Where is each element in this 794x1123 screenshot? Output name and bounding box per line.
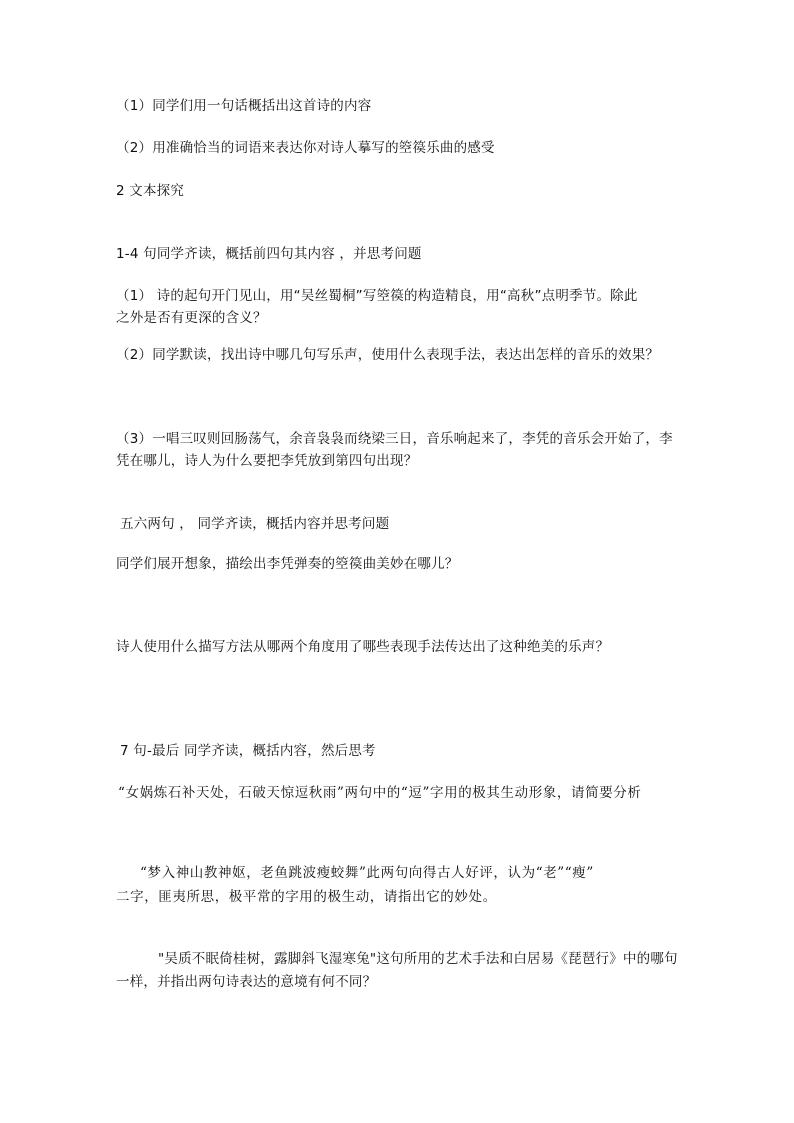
part-3-question-2-line-1: “梦入神山教神妪，老鱼跳波瘦蛟舞”此两句向得古人好评，认为“老”“瘦”	[140, 865, 594, 881]
part-1-question-3-line-1: （3）一唱三叹则回肠荡气，余音袅袅而绕梁三日，音乐响起来了，李凭的音乐会开始了，李	[116, 431, 673, 447]
part-1-question-1-line-2: 之外是否有更深的含义？	[116, 310, 267, 326]
part-3-question-2-line-2: 二字，匪夷所思，极平常的字用的极生动，请指出它的妙处。	[116, 889, 497, 905]
part-3-question-1: “女娲炼石补天处，石破天惊逗秋雨”两句中的“逗”字用的极其生动形象，请简要分析	[118, 785, 642, 801]
part-2-question-2: 诗人使用什么描写方法从哪两个角度用了哪些表现手法传达出了这种绝美的乐声？	[116, 639, 610, 655]
part-3-intro: 7 句-最后 同学齐读，概括内容，然后思考	[120, 743, 376, 759]
question-2: （2）用准确恰当的词语来表达你对诗人摹写的箜篌乐曲的感受	[116, 140, 495, 156]
question-1: （1）同学们用一句话概括出这首诗的内容	[116, 98, 372, 114]
part-3-question-3-line-1: "吴质不眠倚桂树，露脚斜飞湿寒兔"这句所用的艺术手法和白居易《琵琶行》中的哪句	[158, 951, 678, 967]
part-2-question-1: 同学们展开想象，描绘出李凭弹奏的箜篌曲美妙在哪儿？	[116, 556, 459, 572]
part-1-question-1-line-1: （1） 诗的起句开门见山，用“吴丝蜀桐”写箜篌的构造精良，用“高秋”点明季节。除此	[116, 288, 638, 304]
part-2-intro: 五六两句 ， 同学齐读，概括内容并思考问题	[120, 516, 390, 532]
part-3-question-3-line-2: 一样，并指出两句诗表达的意境有何不同？	[116, 974, 377, 990]
part-1-question-3-line-2: 凭在哪儿，诗人为什么要把李凭放到第四句出现？	[116, 453, 418, 469]
section-heading-text-exploration: 2 文本探究	[116, 183, 185, 199]
part-1-question-2: （2）同学默读，找出诗中哪几句写乐声，使用什么表现手法，表达出怎样的音乐的效果？	[116, 347, 660, 363]
part-1-intro: 1-4 句同学齐读，概括前四句其内容 ，并思考问题	[116, 246, 422, 262]
